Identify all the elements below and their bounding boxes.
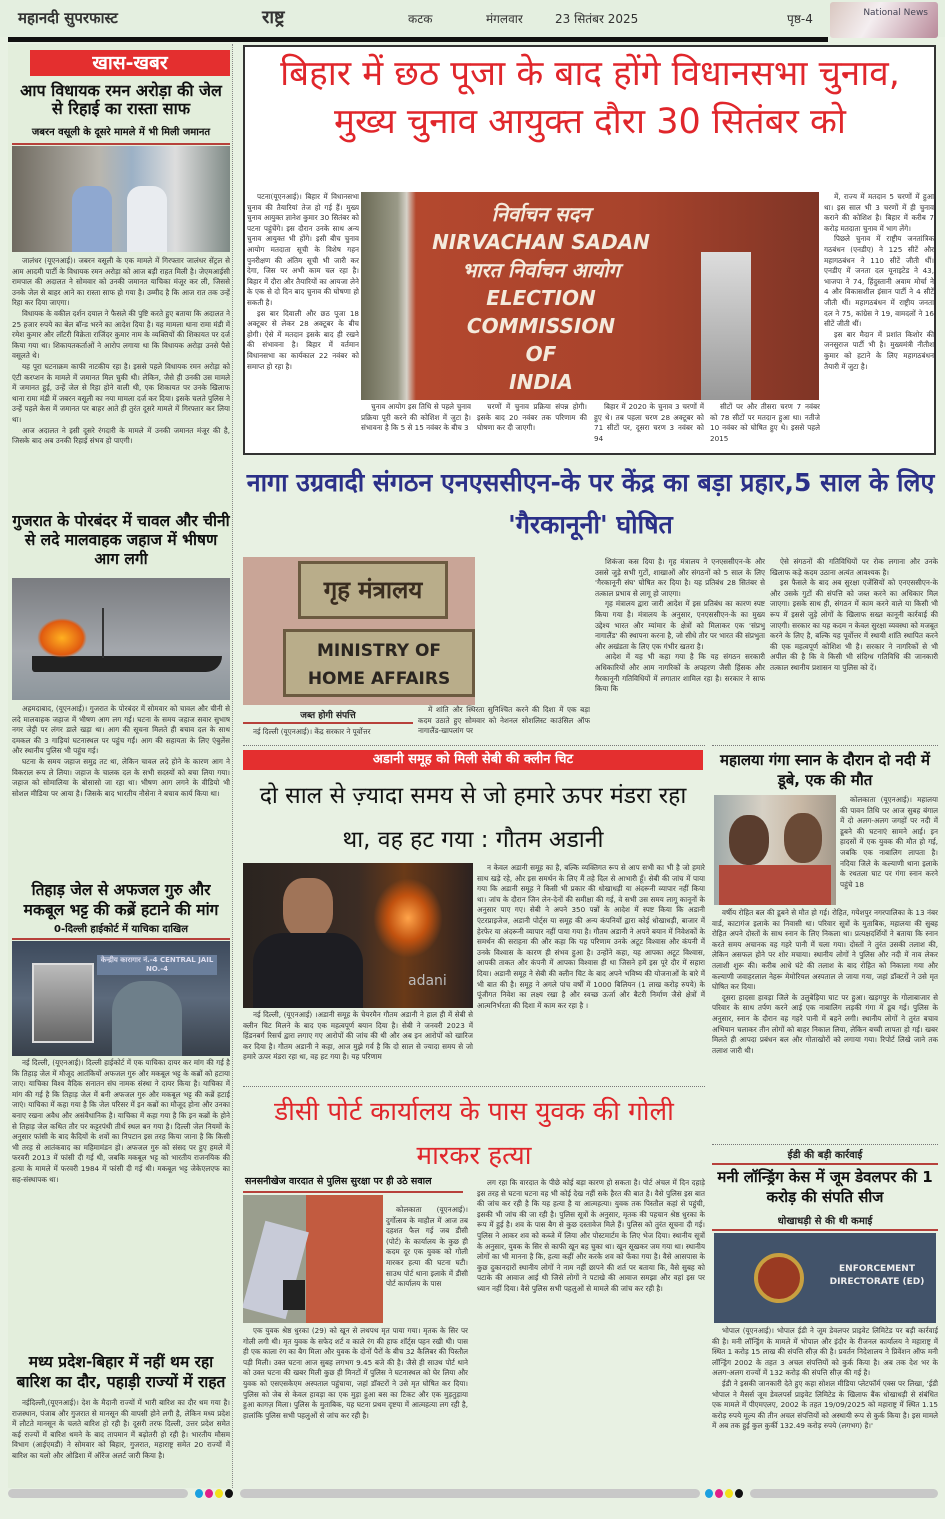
ed-body: भोपाल (यूएनआई)। भोपाल ईडी ने जूम डेवलपर प्राइवेट लिमिटेड पर बड़ी कार्रवाई की है। मनी लॉन्ड्रिंग के मामले में भोपाल और इंदौर के रीजनल कार्यालय ने महाराष्ट्र में स्थित 1 करोड़ 15 लाख की संपत्ति सीज़ की है। प्रवर्तन निदेशालय ने प्रिवेंशन ऑफ मनी लॉन्ड्रिंग 2002 के तहत 3 अचल संपत्तियों को कुर्क किया है। अब तक देश भर के अलग-अलग राज्यों में 132 करोड़ की संपत्ति सीज़ की गई है। ईडी ने इसकी जानकारी देते हुए कहा सोशल मीडिया प्लेटफॉर्म एक्स पर लिखा, 'ईडी भोपाल ने मैसर्स जूम डेवलपर्स प्राइवेट लिमिटेड के खिलाफ बैंक धोखाधड़ी से संबंधित एक मामले में पीएमएलए, 2002 के तहत 19/09/2025 को महाराष्ट्र में स्थित 1.15 करोड़ रुपये मूल्य की तीन अचल संपत्तियों को अस्थायी रूप से कुर्क किया है। इस मामले में अब तक हुई कुल कुर्की 132.49 करोड़ रुपये (लगभग) है।' <box>712 1326 938 1431</box>
divider <box>243 722 413 724</box>
crime-scene-photo <box>243 1195 383 1323</box>
story-body: जालंधर (यूएनआई)। जबरन वसूली के एक मामले में गिरफ्तार जालंधर सेंट्रल से आम आदमी पार्टी के विधायक रमन अरोड़ा को आज बड़ी राहत मिली है। जेएमआईसी रामपाल की अदालत ने सोमवार को उनकी जमानत याचिका मंजूर कर ली, जिससे उनके जेल से बाहर आने का रास्ता साफ हो गया है। उम्मीद है कि आज रात तक उन्हें रिहा कर दिया जाएगा। विधायक के वकील दर्शन दयाल ने फैसले की पुष्टि करते हुए बताया कि अदालत ने 25 हजार रुपये का बेल बॉन्ड भरने का आदेश दिया है। यह मामला थाना रामा मंडी में रमेश कुमार और लॉटरी विक्रेता राजिंदर कुमार नाम के व्यक्तियों की शिकायत पर दर्ज किया गया था। शिकायतकर्ताओं ने आरोप लगाया था कि विधायक अरोड़ा उनसे पैसे वसूलते थे। यह पूरा घटनाक्रम काफी नाटकीय रहा है। इससे पहले विधायक रमन अरोड़ा को एंटी करप्शन के मामले में जमानत मिल चुकी थी। लेकिन, जैसे ही उनकी उस मामले में जमानत हुई, उन्हें जेल से रिहा होने वाली थी, एक शिकायत पर उनके खिलाफ थाना रामा मंडी में जबरन वसूली का नया मामला दर्ज कर दिया। इसके चलते पुलिस ने उन्हें पहले केस में जमानत पर बाहर आते ही तुरंत दूसरे मामले में गिरफ्तार कर लिया था। आज अदालत ने इसी दूसरे रंगदारी के मामले में उनकी जमानत मंजूर की है, जिसके बाद अब उनकी रिहाई संभव हो पाएगी। <box>12 256 230 446</box>
jail-photo: केन्द्रीय कारागार नं.-4 CENTRAL JAIL NO.-4 <box>12 941 230 1056</box>
day: मंगलवार <box>486 12 523 26</box>
divider <box>712 1163 938 1165</box>
lead-column: पटना(यूएनआई)। बिहार में विधानसभा चुनाव की तैयारियां तेज हो गई हैं। मुख्य चुनाव आयुक्त ज्ञानेश कुमार 30 सितंबर को पटना पहुंचेंगे। इस दौरान उनके साथ अन्य चुनाव आयुक्त भी होंगे। इसी बीच चुनाव आयोग मतदाता सूची के विशेष गहन पुनरीक्षण की अंतिम सूची भी जारी कर देगा, जिस पर अभी काम चल रहा है। बिहार में दौरा और तैयारियों का आयजा लेने के एक से दो दिन बाद चुनाव की घोषणा हो सकती है। इस बार दिवाली और छठ पूजा 18 अक्टूबर से लेकर 28 अक्टूबर के बीच होगी। ऐसे में मतदान इसके बाद ही रखने की संभावना है। बिहार में वर्तमान विधानसभा का कार्यकाल 22 नवंबर को समाप्त हो रहा है। <box>247 192 359 371</box>
dcport-subhead: सनसनीखेज वारदात से पुलिस सुरक्षा पर ही उठे सवाल <box>245 1176 432 1187</box>
lead-column: सीटों पर और तीसरा चरण 7 नवंबर को 78 सीटों पर मतदान हुआ था। नतीजे 10 नवंबर को घोषित हुए थे। इससे पहले 2015 <box>710 402 820 443</box>
story-subhead: 0-दिल्ली हाईकोर्ट में याचिका दाखिल <box>54 924 188 935</box>
lead-column: चरणों में चुनाव प्रक्रिया संपन्न होगी। इसके बाद 20 नवंबर तक परिणाम की घोषणा कर दी जाएगी। <box>477 402 587 433</box>
divider <box>12 938 230 940</box>
naga-column: शिकंजा कस दिया है। गृह मंत्रालय ने एनएससीएन-के और उससे जुड़े सभी गुटों, शाखाओं और संगठनों को 5 साल के लिए 'गैरकानूनी संघ' घोषित कर दिया है। यह प्रतिबंध 28 सितंबर से तत्काल प्रभाव से लागू हो जाएगा। गृह मंत्रालय द्वारा जारी आदेश में इस प्रतिबंध का कारण स्पष्ट किया गया है। मंत्रालय के अनुसार, एनएससीएन-के का मुख्य उद्देश्य भारत और म्यांमार के क्षेत्रों को मिलाकर एक 'संप्रभु नागालैंड' की स्थापना करना है, जो सीधे तौर पर भारत की संप्रभुता और अखंडता के लिए एक गंभीर खतरा है। आदेश में यह भी कहा गया है कि यह संगठन सरकारी अधिकारियों और आम नागरिकों के अपहरण जैसी हिंसक और गैरकानूनी गतिविधियों में लगातार शामिल रहा है। सरकार ने साफ किया कि <box>595 557 765 694</box>
print-bar <box>240 1489 700 1498</box>
naga-column: नई दिल्ली (यूएनआई)। केंद्र सरकार ने पूर्वोत्तर <box>253 727 371 736</box>
mahalaya-column: वर्षीय रोहित बल की डूबने से मौत हो गई। रोहित, गयेशपुर नगरपालिका के 13 नंबर वार्ड, काटागंज इलाके का निवासी था। परिवार सूत्रों के मुताबिक, महालया की सुबह रोहित अपने दोस्तों के साथ स्नान के लिए निकला था। प्रत्यक्षदर्शियों ने बताया कि स्नान करते समय अचानक वह गहरे पानी में चला गया। दोस्तों ने तुरंत उसकी तलाश की, लेकिन असफल होने पर शोर मचाया। स्थानीय लोगों ने पुलिस और नदी में नाव लेकर तलाशी शुरू की। करीब आधे घंटे की तलाश के बाद रोहित को निकाला गया और कल्याणी जवाहरलाल नेहरू मेमोरियल अस्पताल ले जाया गया, जहां डॉक्टरों ने उसे मृत घोषित कर दिया। दूसरा हादसा हावड़ा जिले के उलुबेड़िया घाट पर हुआ। खड़गपुर के गोलाबाजार से परिवार के साथ तर्पण करने आई एक नाबालिग लड़की गंगा में डूब गई। पुलिस के अनुसार, स्नान के दौरान वह गहरे पानी में बहने लगी। स्थानीय लोगों ने तुरंत बचाव अभियान चलाकर तीन लोगों को बाहर निकाल लिया, लेकिन बच्ची लापता हो गई। खबर मिलते ही आपदा प्रबंधन बल और गोताखोरों को लगाया गया। रिपोर्ट लिखे जाने तक तलाश जारी थी। <box>712 908 938 1055</box>
dcport-column: लग रहा कि वारदात के पीछे कोई बड़ा कारण हो सकता है। पोर्ट अंचल में दिन दहाड़े इस तरह से घटना घटना वह भी कोई देख नहीं सके हैरत की बात है। वैसे पुलिस इस बात की जांच कर रही है कि यह हत्या है या आत्महत्या। युवक तक पिस्तौल कहां से पहुंची, इसकी भी जांच की जा रही है। पुलिस सूत्रों के अनुसार, मृतक की पहचान श्रेष्ठ धुरका के रूप में हुई है। शव के पास बैग से कुछ दस्तावेज मिले हैं। पुलिस को तुरंत सूचना दी गई। पुलिस ने आकर शव को कब्जे में लिया और पोस्टमार्टम के लिए भेज दिया। स्थानीय सूत्रों के अनुसार, युवक के सिर से काफी खून बह चुका था। खून सूखकर जम गया था। स्थानीय लोगों का भी मानना है कि, हत्या कहीं और करके शव को फेंका गया है। वैसे आसपास के कुछ दुकानदारों स्थानीय लोगों ने नाम नहीं छापने की शर्त पर बताया कि, वैसे सुबह को पटाके की आवाज आई थी जिसे लोगों ने पटाखे की आवाज समझा और वहां इस पर ध्यान नहीं दिया। वैसे पुलिस सभी पहलुओं से मामले की जांच कर रही है। <box>477 1178 705 1293</box>
adani-photo <box>243 863 473 1008</box>
date: 23 सितंबर 2025 <box>555 12 639 26</box>
dcport-column: एक युवक श्रेष्ठ धुरका (29) को खून से लथपथ मृत पाया गया। मृतक के सिर पर गोली लगी थी। मृत युवक के सफेद शर्ट व काले रंग की हाफ शॉर्ट्स पहन रखी थी। पास ही एक काला रंग का बैग मिला और युवक के दोनों पैरों के बीच 32 कैलिबर की पिस्तौल पड़ी मिली। उक्त घटना आज सुबह लगभग 9.45 बजे की है। जैसे ही साउथ पोर्ट थाने को उक्त घटना की खबर मिली कुछ ही मिनटों में पुलिस ने घटनास्थल को घेर लिया और युवक को एसएसकेएम अस्पताल पहुंचाया, जहां डॉक्टरों ने उसे मृत घोषित कर दिया। पुलिस को जेब से केवल हावड़ा का एक मुड़ा हुआ बस का टिकट और एक मुड़तुड़ाया हुआ कागज़ मिला। पुलिस के मुताबिक, यह घटना प्रथम दृष्टया में आत्महत्या लग रही है, हालांकि पुलिस सभी पहलुओं से जांच कर रही है। <box>243 1326 468 1420</box>
lead-column: बिहार में 2020 के चुनाव 3 चरणों में हुए थे। तब पहला चरण 28 अक्टूबर को 71 सीटों पर, दूसरा चरण 3 नवंबर को 94 <box>594 402 704 443</box>
mahalaya-photo <box>714 795 836 905</box>
color-registration-dots <box>705 1489 745 1498</box>
ed-logo-photo: ENFORCEMENT DIRECTORATE (ED) <box>714 1233 936 1323</box>
story-headline: तिहाड़ जेल से अफजल गुरु और मकबूल भट्ट की कब्रें हटाने की मांग <box>23 881 219 919</box>
sign-lettering: निर्वाचन सदन NIRVACHAN SADAN भारत निर्वाचन आयोग ELECTION COMMISSION OF INDIA <box>432 202 650 394</box>
divider <box>12 143 230 145</box>
adani-logo: adani <box>408 973 447 989</box>
story-headline: आप विधायक रमन अरोड़ा की जेल से रिहाई का रास्ता साफ <box>20 81 222 119</box>
dcport-column: कोलकाता (यूएनआई)। दुर्गोत्सव के माहौल में आज तब दहशत फैल गई जब डीसी (पोर्ट) के कार्यालय के कुछ ही कदम दूर एक युवक को गोली मारकर हत्या की घटना घटी। साउथ पोर्ट थाना इलाके में डीसी पोर्ट कार्यालय के पास <box>386 1205 468 1289</box>
masthead-rule <box>8 37 828 42</box>
section-name: राष्ट्र <box>262 7 285 28</box>
naga-column: ऐसे संगठनों की गतिविधियों पर रोक लगाना और उनके खिलाफ कड़े कदम उठाना अत्यंत आवश्यक है। इस फैसले के बाद अब सुरक्षा एजेंसियों को एनएससीएन-के और उसके गुटों की संपत्ति को जब्त करने का अधिकार मिल जाएगा। इसके साथ ही, संगठन में काम करने वाले या किसी भी रूप में इससे जुड़े लोगों के खिलाफ सख्त कानूनी कार्रवाई की जाएगी। सरकार का यह कदम न केवल सुरक्षा व्यवस्था को मजबूत करने के लिए है, बल्कि यह पूर्वोत्तर में स्थायी शांति स्थापित करने की एक महत्वपूर्ण कोशिश भी है। सरकार ने नागरिकों से भी अपील की है कि वे किसी भी संदिग्ध गतिविधि की जानकारी तत्काल स्थानीय प्रशासन या पुलिस को दें। <box>770 557 938 672</box>
divider <box>243 1086 705 1087</box>
home-ministry-photo: गृह मंत्रालय MINISTRY OF HOME AFFAIRS <box>243 557 475 705</box>
national-news-logo: National News <box>830 2 938 38</box>
page-number: पृष्ठ-4 <box>787 12 813 26</box>
arora-photo <box>12 146 230 252</box>
story-headline: मध्य प्रदेश-बिहार में नहीं थम रहा बारिश का दौर, पहाड़ी राज्यों में राहत <box>16 1353 226 1391</box>
khas-khabar-banner: खास-खबर <box>30 50 230 76</box>
ed-subhead: धोखाधड़ी से की थी कमाई <box>777 1216 873 1227</box>
lead-headline: बिहार में छठ पूजा के बाद होंगे विधानसभा चुनाव, मुख्य चुनाव आयुक्त दौरा 30 सितंबर को <box>280 54 900 142</box>
mahalaya-column: कोलकाता (यूएनआई)। महालया की पावन तिथि पर आज सुबह बंगाल में दो अलग-अलग जगहों पर नदी में डूबने की घटनाएं सामने आई। इन हादसों में एक युवक की मौत हो गई, जबकि एक नाबालिग लापता है। नदिया जिले के कल्याणी थाना इलाके के रथतला घाट पर गंगा स्नान करने पहुंचे 18 <box>840 795 938 889</box>
lead-column: चुनाव आयोग इस तिथि से पहले चुनाव प्रक्रिया पूरी करने की कोशिश में जुटा है। संभावना है कि 5 से 15 नवंबर के बीच 3 <box>361 402 471 433</box>
divider <box>712 745 938 746</box>
color-registration-dots <box>195 1489 235 1498</box>
divider <box>712 1229 938 1231</box>
divider <box>712 1144 938 1145</box>
mahalaya-headline: महालया गंगा स्नान के दौरान दो नदी में डूबे, एक की मौत <box>720 751 930 789</box>
naga-subhead: जब्त होगी संपत्ति <box>300 711 356 721</box>
adani-column: न केवल अडानी समूह का है, बल्कि व्यक्तिगत रूप से आप सभी का भी है जो हमारे साथ खड़े रहे, और इस समर्थन के लिए मैं तहे दिल से आभारी हूँ। सेबी की जांच में पाया गया कि अडानी समूह ने किसी भी प्रकार की धोखाधड़ी या अंदरूनी व्यापार नहीं किया था। जांच के दौरान जिन लेन-देनों की समीक्षा की गई, वे सभी उस समय लागू कानूनों के अनुसार पाए गए। सेबी ने अपने 350 पन्नों के आदेश में स्पष्ट किया कि अडानी एंटरप्राइजेज, अडानी पोर्ट्स या समूह की अन्य कंपनियों द्वारा कोई धोखाधड़ी, बाजार में हेरफेर या अंदरूनी व्यापार नहीं पाया गया है। गौतम अडानी ने अपने बयान में निवेशकों के समर्थन की सराहना की और कहा कि यह परिणाम उनके अटूट विश्वास और कंपनी में उनके विश्वास के कारण ही संभव हुआ है। उन्होंने कहा, यह आपका अटूट विश्वास, आपकी ताकत और कंपनी में आपका विश्वास ही था जिसने हमें इस पूरे दौर में सहारा दिया। अडानी समूह ने सेबी की क्लीन चिट के बाद अपने भविष्य की योजनाओं के बारे में भी बात की है। समूह ने अगले पांच वर्षों में 1000 बिलियन (1 लाख करोड़ रुपये) के पूंजीगत निवेश का लक्ष्य रखा है और स्वच्छ ऊर्जा और बैटरी निर्माण जैसे क्षेत्रों में आत्मनिर्भरता की दिशा में काम कर रहा है । <box>477 863 705 1010</box>
story-body: नईदिल्ली,(यूएनआई)। देश के मैदानी राज्यों में भारी बारिश का दौर थम गया है। राजस्थान, पंजाब और गुजरात से मानसून की वापसी होने लगी है, लेकिन मध्य प्रदेश में लौटते मानसून के चलते बारिश हो रही है। दूसरी तरफ दिल्ली, उत्तर प्रदेश समेत कई राज्यों में बारिश थमने के बाद तापमान में बढ़ोतरी हो रही है। भारतीय मौसम विभाग (आईएमडी) ने सोमवार को बिहार, गुजरात, महाराष्ट्र समेत 20 राज्यों में बारिश का यलो और ओडिशा में ऑरेंज अलर्ट जारी किया है। <box>12 1398 230 1460</box>
adani-column: नई दिल्ली, (यूएनआई) ।अडानी समूह के चेयरमैन गौतम अडानी ने हाल ही में सेबी से क्लीन चिट मिलने के बाद एक महत्वपूर्ण बयान दिया है। सेबी ने जनवरी 2023 में हिंडनबर्ग रिसर्च द्वारा लगाए गए आरोपों की जांच की थी और अब इन आरोपों को खारिज कर दिया है। गौतम अडानी ने कहा, आज मुझे गर्व है कि दो साल से ज्यादा समय से जो हमारे ऊपर मंडरा रहा था, वह हट गया है। यह परिणाम <box>243 1010 473 1062</box>
naga-column: में शांति और स्थिरता सुनिश्चित करने की दिशा में एक बड़ा कदम उठाते हुए सोमवार को नेशनल सोशलिस्ट काउंसिल ऑफ नागालैंड-खापलांग पर <box>418 705 590 736</box>
adani-headline: दो साल से ज़्यादा समय से जो हमारे ऊपर मंडरा रहा था, वह हट गया : गौतम अडानी <box>259 783 687 853</box>
story-body: नई दिल्ली, (यूएनआई)। दिल्ली हाईकोर्ट में एक याचिका दायर कर मांग की गई है कि तिहाड़ जेल में मौजूद आतंकियों अफजल गुरु और मकबूल भट्ट के कब्रों को हटाया जाए। याचिका विश्व वैदिक सनातन संघ नामक संस्था ने दायर किया है। याचिका में मांग की गई है कि तिहाड़ जेल में बनी अफजल गुरु और मकबूल भट्ट की कब्रें हटाई जाएं। याचिका में कहा गया है कि जेल परिसर में इन कब्रों का मौजूद होना और उनका बनाए रखना अवैध और असंवैधानिक है। याचिका में कहा गया है कि इन कब्रों के होने से तिहाड़ जेल कथित तौर पर कट्टरपंथी तीर्थ स्थल बन गया है। दिल्ली जेल नियमों के अनुसार फांसी के बाद कैदियों के शवों का निपटान इस तरह किया जाना है कि किसी भी तरह से आतंकवाद का महिमामंडन हो। अफजल गुरु को संसद पर हुए हमले में फरवरी 2013 में फांसी दी गई थी, जबकि मकबूल भट्ट को भारतीय राजनयिक की हत्या के मामले में फरवरी 1984 में फांसी दी गई थी। मकबूल भट्ट जेकेएलएफ का सह-संस्थापक था। <box>12 1058 230 1184</box>
ship-fire-photo <box>12 578 230 700</box>
divider <box>243 745 705 746</box>
ed-kicker: ईडी की बड़ी कार्रवाई <box>787 1150 863 1161</box>
divider <box>243 1191 463 1193</box>
story-headline: गुजरात के पोरबंदर में चावल और चीनी से लदे मालवाहक जहाज में भीषण आग लगी <box>12 512 230 568</box>
story-subhead: जबरन वसूली के दूसरे मामले में भी मिली जमानत <box>31 127 211 138</box>
masthead <box>0 0 945 37</box>
ed-headline: मनी लॉन्ड्रिंग केस में जूम डेवलपर की 1 करोड़ की संपति सीज <box>717 1168 933 1206</box>
paper-name: महानदी सुपरफास्ट <box>18 9 118 27</box>
print-bar <box>8 1489 188 1498</box>
story-body: अहमदाबाद, (यूएनआई)। गुजरात के पोरबंदर में सोमवार को चावल और चीनी से लदे मालवाहक जहाज में भीषण आग लग गई। घटना के समय जहाज सवार सुभाष नगर जेट्टी पर लंगर डाले खड़ा था। आग की सूचना मिलते ही बचाव दल के साथ दमकल की 3 गाड़ियां घटनास्थल पर पहुंच गईं। आग की सहायता के लिए एंबुलेंस और स्थानीय पुलिस भी पहुंच गई। घटना के समय जहाज समुद्र तट था, लेकिन चावल लदे होने के कारण आग ने विकराल रूप ले लिया। जहाज के चालक दल के सभी सदस्यों को बचा लिया गया। जहाज को सोमालिया के बोसासो जा रहा था। भीषण आग लगने के वीडियो भी सोशल मीडिया पर आया है। जिसके बाद भारतीय नौसेना ने बचाव कार्य किया था। <box>12 704 230 798</box>
city: कटक <box>408 12 433 26</box>
lead-column: में, राज्य में मतदान 5 चरणों में हुआ था। इस साल भी 3 चरणों में ही चुनाव कराने की कोशिश है। बिहार में करीब 7 करोड़ मतदाता चुनाव में भाग लेंगे। पिछले चुनाव में राष्ट्रीय जनतांत्रिक गठबंधन (एनडीए) ने 125 सीटें और महागठबंधन ने 110 सीटें जीती थीं। एनडीए में जनता दल यूनाइटेड ने 43, भाजपा ने 74, हिंदुस्तानी अवाम मोर्चा ने 4 और विकासशील इंसान पार्टी ने 4 सीटें जीती थीं। महागठबंधन में राष्ट्रीय जनता दल ने 75, कांग्रेस ने 19, वामदलों ने 16 सीटें जीती थीं। इस बार मैदान में प्रशांत किशोर की जनसुराज पार्टी भी है। मुख्यमंत्री नीतीश कुमार को हटाने के लिए महागठबंधन तैयारी में जुटा है। <box>824 192 934 371</box>
adani-banner: अडानी समूह को मिली सेबी की क्लीन चिट <box>243 750 703 770</box>
dcport-headline: डीसी पोर्ट कार्यालय के पास युवक की गोली मारकर हत्या <box>274 1097 674 1171</box>
naga-headline: नागा उग्रवादी संगठन एनएससीएन-के पर केंद्र का बड़ा प्रहार,5 साल के लिए 'गैरकानूनी' घोषित <box>246 468 935 539</box>
election-commission-photo <box>361 192 819 400</box>
print-bar <box>750 1489 938 1498</box>
